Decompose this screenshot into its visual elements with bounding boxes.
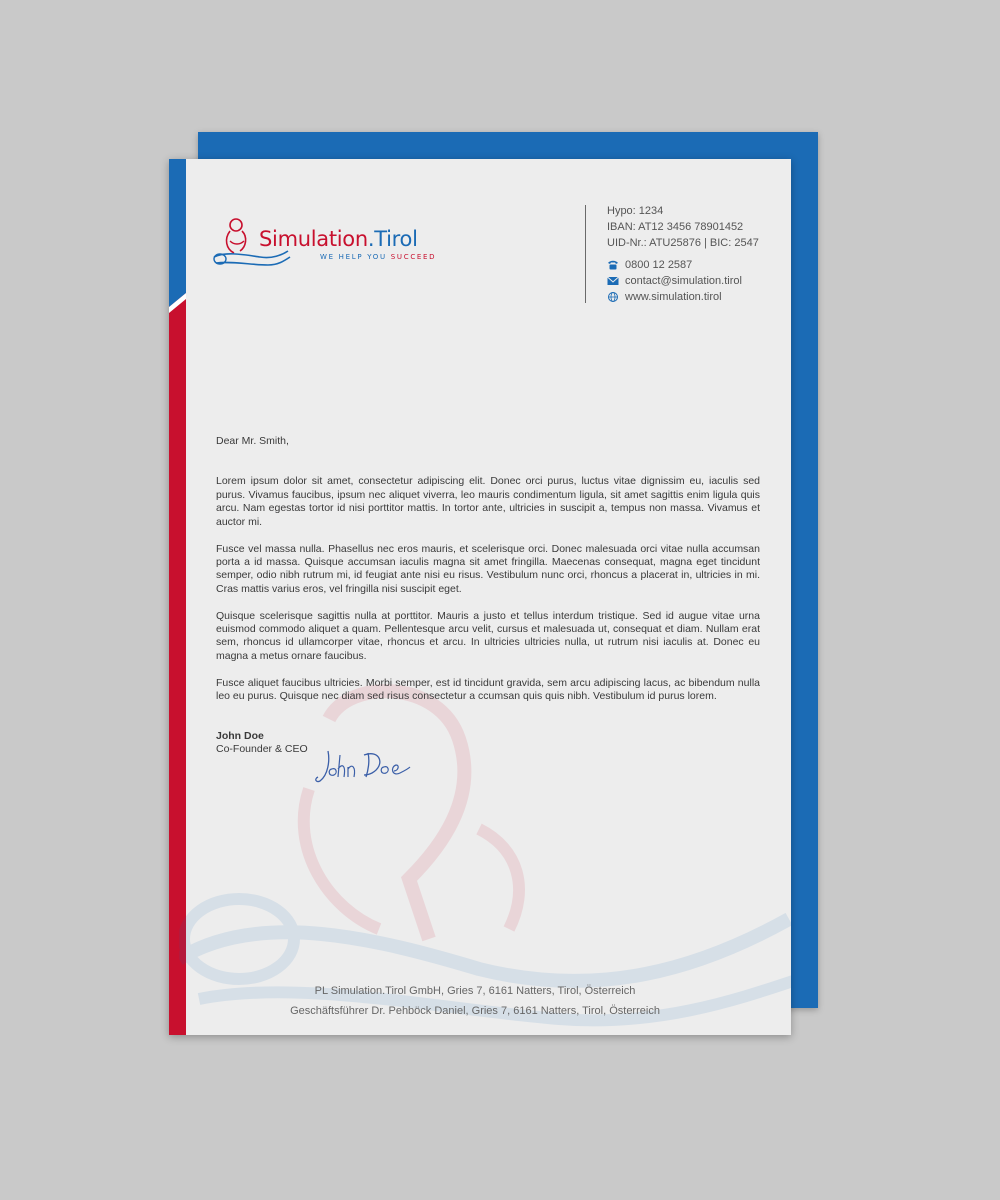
bank-details — [607, 203, 759, 251]
company-logo — [212, 215, 437, 271]
letter-footer — [169, 981, 781, 1021]
logo-name-part2: .Tirol — [367, 227, 418, 251]
phone-number: 0800 12 2587 — [625, 259, 693, 271]
letter-paragraph: Quisque scelerisque sagittis nulla at porttitor. Mauris a justo et tellus interdum tristique. Sed id augue vitae urna euismod commodo aliquet a quam. Pellentesque arcu velit, cursus et malesuada ut, consequat et diam. Nullam erat sem, rhoncus id ullamcorper vitae, rhoncus et arcu. In ultricies ultricies nulla, ut rutrum nisi iaculis at. Donec eu magna a metus ornare faucibus. — [216, 609, 760, 662]
email-address[interactable]: contact@simulation.tirol — [625, 275, 742, 287]
signer-name: John Doe — [216, 729, 264, 742]
bank-iban: IBAN: AT12 3456 78901452 — [607, 221, 744, 233]
logo-name-part1: Simulation — [259, 227, 368, 251]
phone-icon — [607, 260, 619, 270]
contact-web — [607, 289, 742, 305]
letterhead-page — [169, 159, 791, 1035]
contact-details — [607, 257, 742, 305]
website-url[interactable]: www.simulation.tirol — [625, 291, 722, 303]
bank-hypo: Hypo: 1234 — [607, 205, 664, 217]
header-divider — [585, 205, 586, 303]
tagline-part2: SUCCEED — [390, 253, 437, 261]
letter-paragraph: Fusce aliquet faucibus ultricies. Morbi semper, est id tincidunt gravida, sem arcu adipiscing lacus, ac bibendum nulla leo eu purus. Quisque nec diam sed risus consectetur a ccumsan quis quis nibh. Vestibulum id purus lorem. — [216, 676, 760, 703]
letter-paragraph: Fusce vel massa nulla. Phasellus nec eros mauris, et scelerisque orci. Donec malesuada orci vitae nulla accumsan porta a id massa. Quisque accumsan iaculis magna sit amet fringilla. Maecenas consequat, magna eget tincidunt semper, odio nibh rutrum mi, id feugiat ante nisi eu risus. Vestibulum nunc orci, rhoncus a placerat in, ultricies in mi. Cras mattis varius eros, vel fringilla nisi suscipit eget. — [216, 542, 760, 595]
footer-company-line: PL Simulation.Tirol GmbH, Gries 7, 6161 Natters, Tirol, Österreich — [314, 985, 636, 997]
mail-icon — [607, 276, 619, 286]
signer-title: Co-Founder & CEO — [216, 743, 308, 755]
salutation: Dear Mr. Smith, — [216, 435, 289, 447]
logo-wordmark — [259, 227, 418, 251]
letter-paragraph: Lorem ipsum dolor sit amet, consectetur adipiscing elit. Donec orci purus, luctus vitae dignissim eu, iaculis sed purus. Vivamus faucibus, ipsum nec aliquet viverra, leo mauris condimentum ligula, sit amet sagittis enim ligula quis arcu. Nam egestas tortor id nisi porttitor mattis. In tortor ante, ultricies in suscipit a, tempus non massa. Vivamus et auctor mi. — [216, 475, 760, 528]
contact-email — [607, 273, 742, 289]
contact-phone — [607, 257, 742, 273]
globe-icon — [607, 292, 619, 302]
logo-tagline — [320, 253, 436, 261]
footer-manager-line: Geschäftsführer Dr. Pehböck Daniel, Gries 7, 6161 Natters, Tirol, Österreich — [290, 1005, 660, 1017]
handwritten-signature — [314, 745, 414, 789]
tagline-part1: WE HELP YOU — [320, 253, 391, 261]
bank-uid: UID-Nr.: ATU25876 | BIC: 2547 — [607, 237, 759, 249]
letter-body — [216, 435, 760, 756]
